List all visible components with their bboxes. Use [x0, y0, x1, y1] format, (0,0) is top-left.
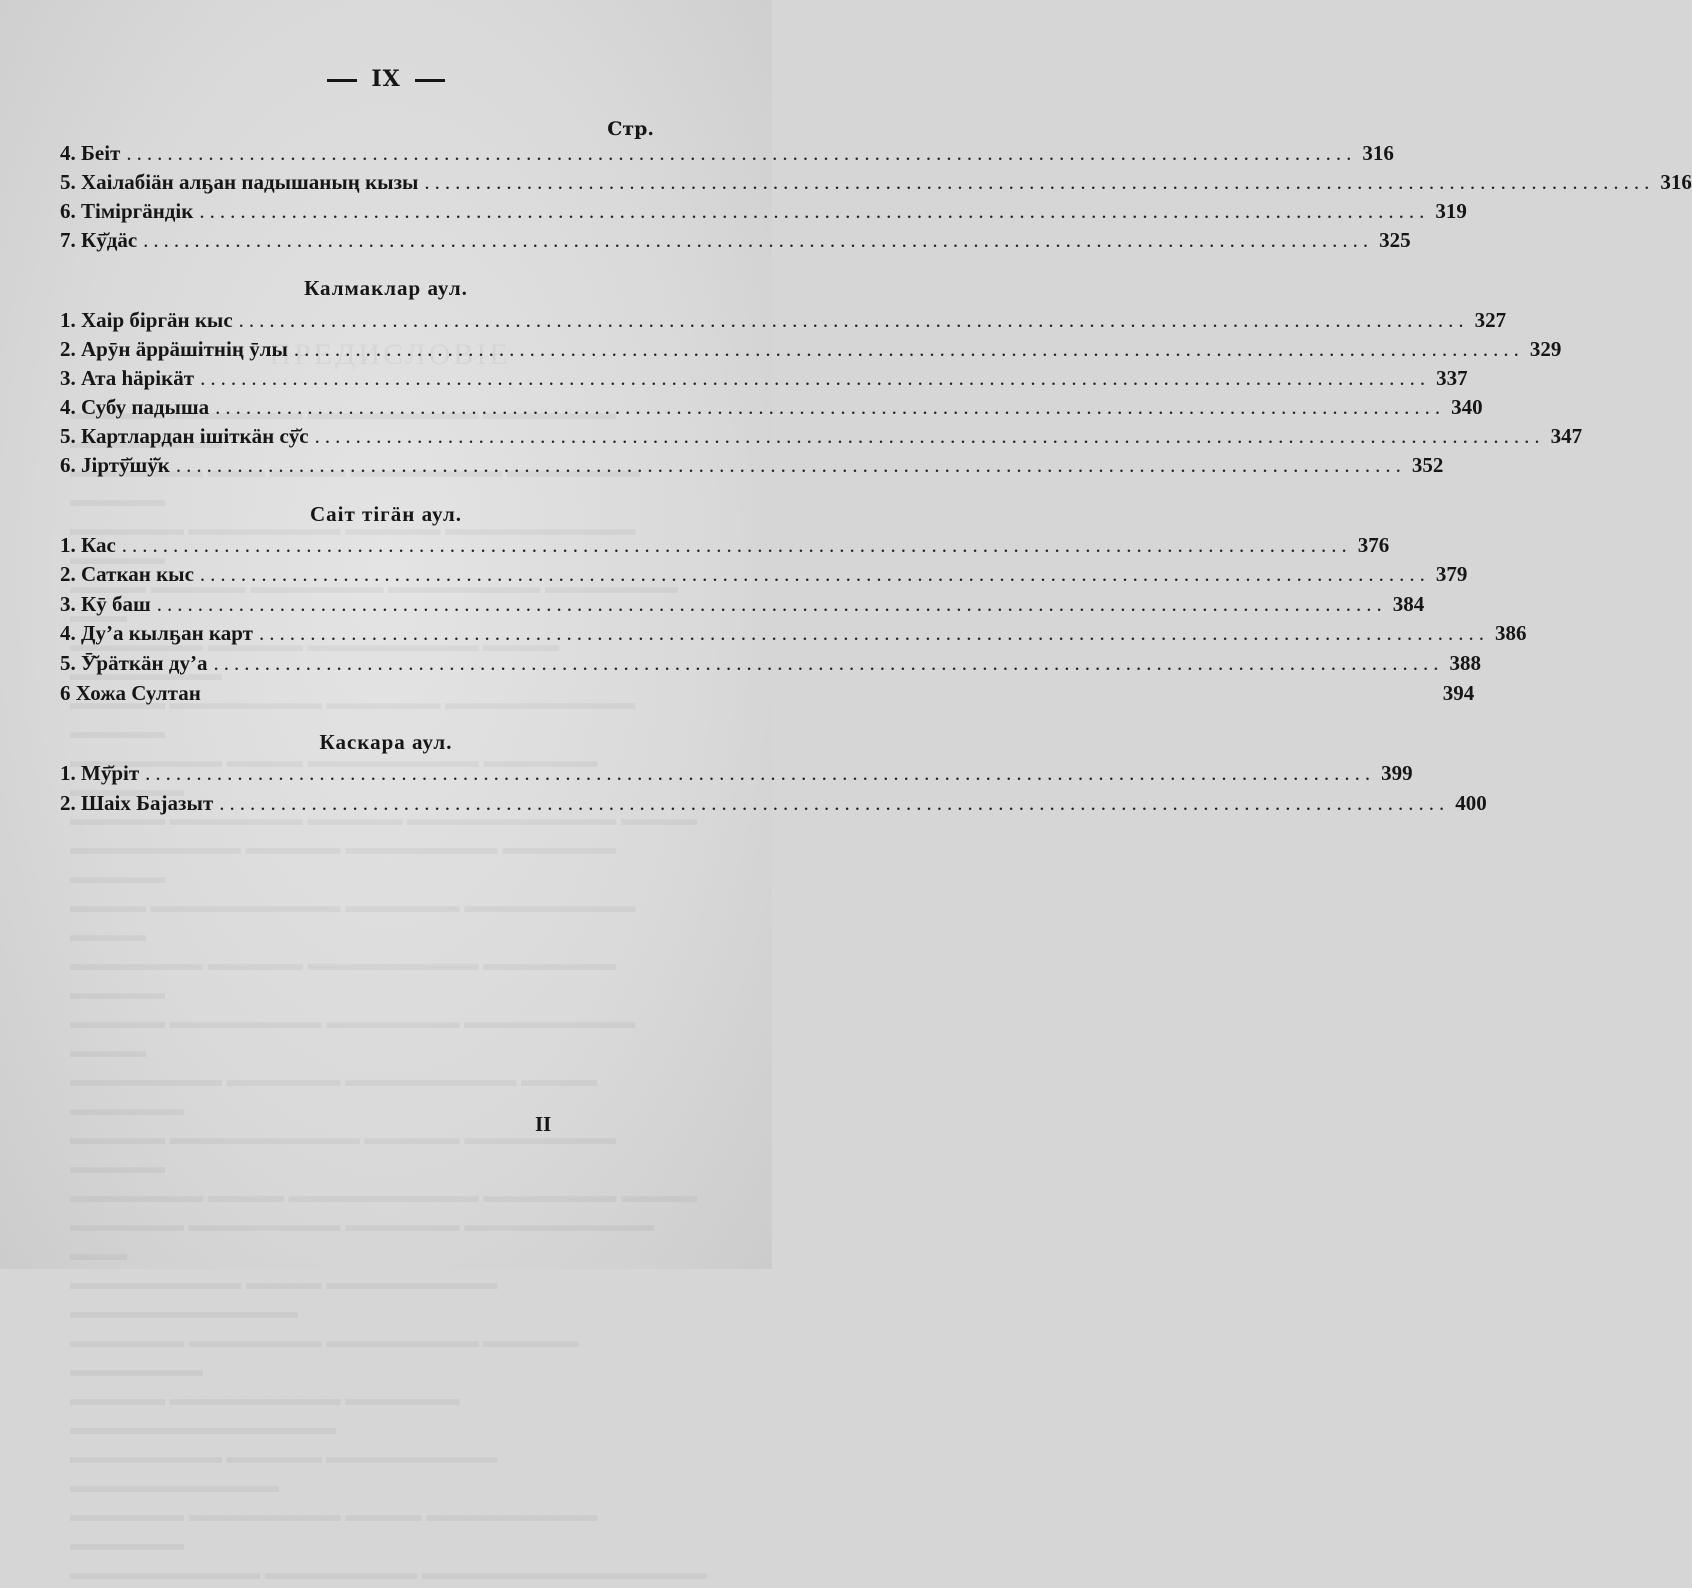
toc-entry[interactable] [60, 533, 1390, 563]
entry-title: 4. Ду’а кылҕан карт [60, 621, 253, 645]
entry-page: 400 [1455, 791, 1487, 815]
toc-entry[interactable] [60, 337, 1562, 367]
toc-entry[interactable] [60, 453, 1444, 483]
running-head-numeral: IX [371, 66, 401, 92]
leader-dots: ........................................................................................................................ [238, 308, 1469, 332]
section-heading: Саіт тігӓн аул. [309, 502, 463, 526]
entry-page: 352 [1411, 453, 1444, 477]
entry-page: 327 [1474, 308, 1507, 332]
entry-title: 1. Кас [60, 533, 116, 557]
entry-title: 3. Ата һӓрікӓт [60, 366, 195, 390]
entry-page: 399 [1381, 761, 1413, 785]
entry-title: 5. Ӯ̆рӓткӓн ду’а [60, 651, 208, 675]
toc-entry[interactable] [60, 170, 1692, 200]
leader-dots: ........................................................................................................................ [258, 621, 1489, 645]
toc-entry[interactable] [60, 651, 1481, 681]
leader-dots: ........................................................................................................................ [126, 141, 1357, 165]
toc-entry[interactable] [60, 621, 1527, 651]
leader-dots: ........................................................................................................................ [199, 199, 1430, 223]
signature-mark: II [535, 1112, 552, 1136]
leader-dots: ........................................................................................................................ [145, 761, 1376, 785]
leader-dots: ........................................................................................................................ [199, 562, 1430, 586]
toc-entry[interactable] [60, 592, 1425, 622]
toc-entry[interactable] [60, 791, 1487, 821]
entry-title: 7. Кӯ̆дӓс [60, 228, 138, 252]
page-column-label: Стр. [607, 118, 654, 140]
entry-page: 386 [1494, 621, 1527, 645]
entry-title: 1. Мӯ̆ріт [60, 761, 140, 785]
leader-dots: ........................................................................................................................ [156, 592, 1387, 616]
toc-entry[interactable] [60, 761, 1413, 791]
entry-title: 4. Беіт [60, 141, 121, 165]
entry-page: 379 [1435, 562, 1468, 586]
leader-dots: ........................................................................................................................ [175, 453, 1406, 477]
toc-entry[interactable] [60, 562, 1468, 592]
leader-dots: ........................................................................................................................ [143, 228, 1374, 252]
leader-dots: ........................................................................................................................ [314, 424, 1545, 448]
entry-title: 2. Шаіх Бајазыт [60, 791, 214, 815]
leader-dots: ........................................................................................................................ [121, 533, 1352, 557]
toc-entry[interactable] [60, 424, 1583, 454]
toc-entry[interactable] [60, 228, 1411, 258]
leader-dots: ........................................................................................................................ [200, 366, 1431, 390]
entry-title: 6. Јіртӯ̆шӱ̆к [60, 453, 170, 477]
toc-entry[interactable] [60, 199, 1467, 229]
entry-page: 388 [1449, 651, 1481, 675]
leader-dots: ........................................................................................................................ [424, 170, 1655, 194]
entry-page: 337 [1436, 366, 1468, 390]
entry-page: 340 [1451, 395, 1483, 419]
entry-title: 6 Хожа Султан [60, 681, 201, 705]
toc-entry[interactable] [60, 141, 1394, 171]
leader-dots: ........................................................................................................................ [219, 791, 1450, 815]
leader-dots: ........................................................................................................................ [293, 337, 1524, 361]
entry-title: 5. Картлардан ішіткӓн сӯ̆с [60, 424, 309, 448]
section-heading: Калмаклар аул. [304, 276, 468, 300]
dash-left [327, 79, 357, 82]
entry-page: 316 [1660, 170, 1692, 194]
section-heading: Каскара аул. [319, 730, 453, 754]
entry-title: 2. Саткан кыс [60, 562, 194, 586]
leader-dots: ........................................................................................................................ [215, 395, 1446, 419]
dash-right [415, 79, 445, 82]
running-head [0, 66, 772, 92]
entry-page: 384 [1392, 592, 1425, 616]
entry-page: 325 [1379, 228, 1411, 252]
entry-page: 347 [1550, 424, 1583, 448]
entry-title: 1. Хаір біргӓн кыс [60, 308, 233, 332]
entry-page: 394 [1442, 681, 1475, 705]
toc-entry[interactable] [60, 366, 1468, 396]
entry-page: 329 [1529, 337, 1562, 361]
toc-entry[interactable] [60, 395, 1483, 425]
entry-title: 3. Кӯ баш [60, 592, 151, 616]
entry-title: 2. Арӯн ӓррӓшітнің ӯлы [60, 337, 288, 361]
bleed-through-texture [70, 340, 710, 1588]
entry-title: 5. Хаілабіӓн алҕан падышаның кызы [60, 170, 419, 194]
entry-title: 6. Тіміргӓндік [60, 199, 194, 223]
entry-page: 316 [1362, 141, 1394, 165]
toc-entry[interactable] [60, 308, 1507, 338]
leader-dots: ........................................................................................................................ [213, 651, 1444, 675]
entry-page: 319 [1435, 199, 1467, 223]
entry-page: 376 [1357, 533, 1390, 557]
entry-title: 4. Субу падыша [60, 395, 210, 419]
toc-entry[interactable] [60, 681, 1475, 711]
